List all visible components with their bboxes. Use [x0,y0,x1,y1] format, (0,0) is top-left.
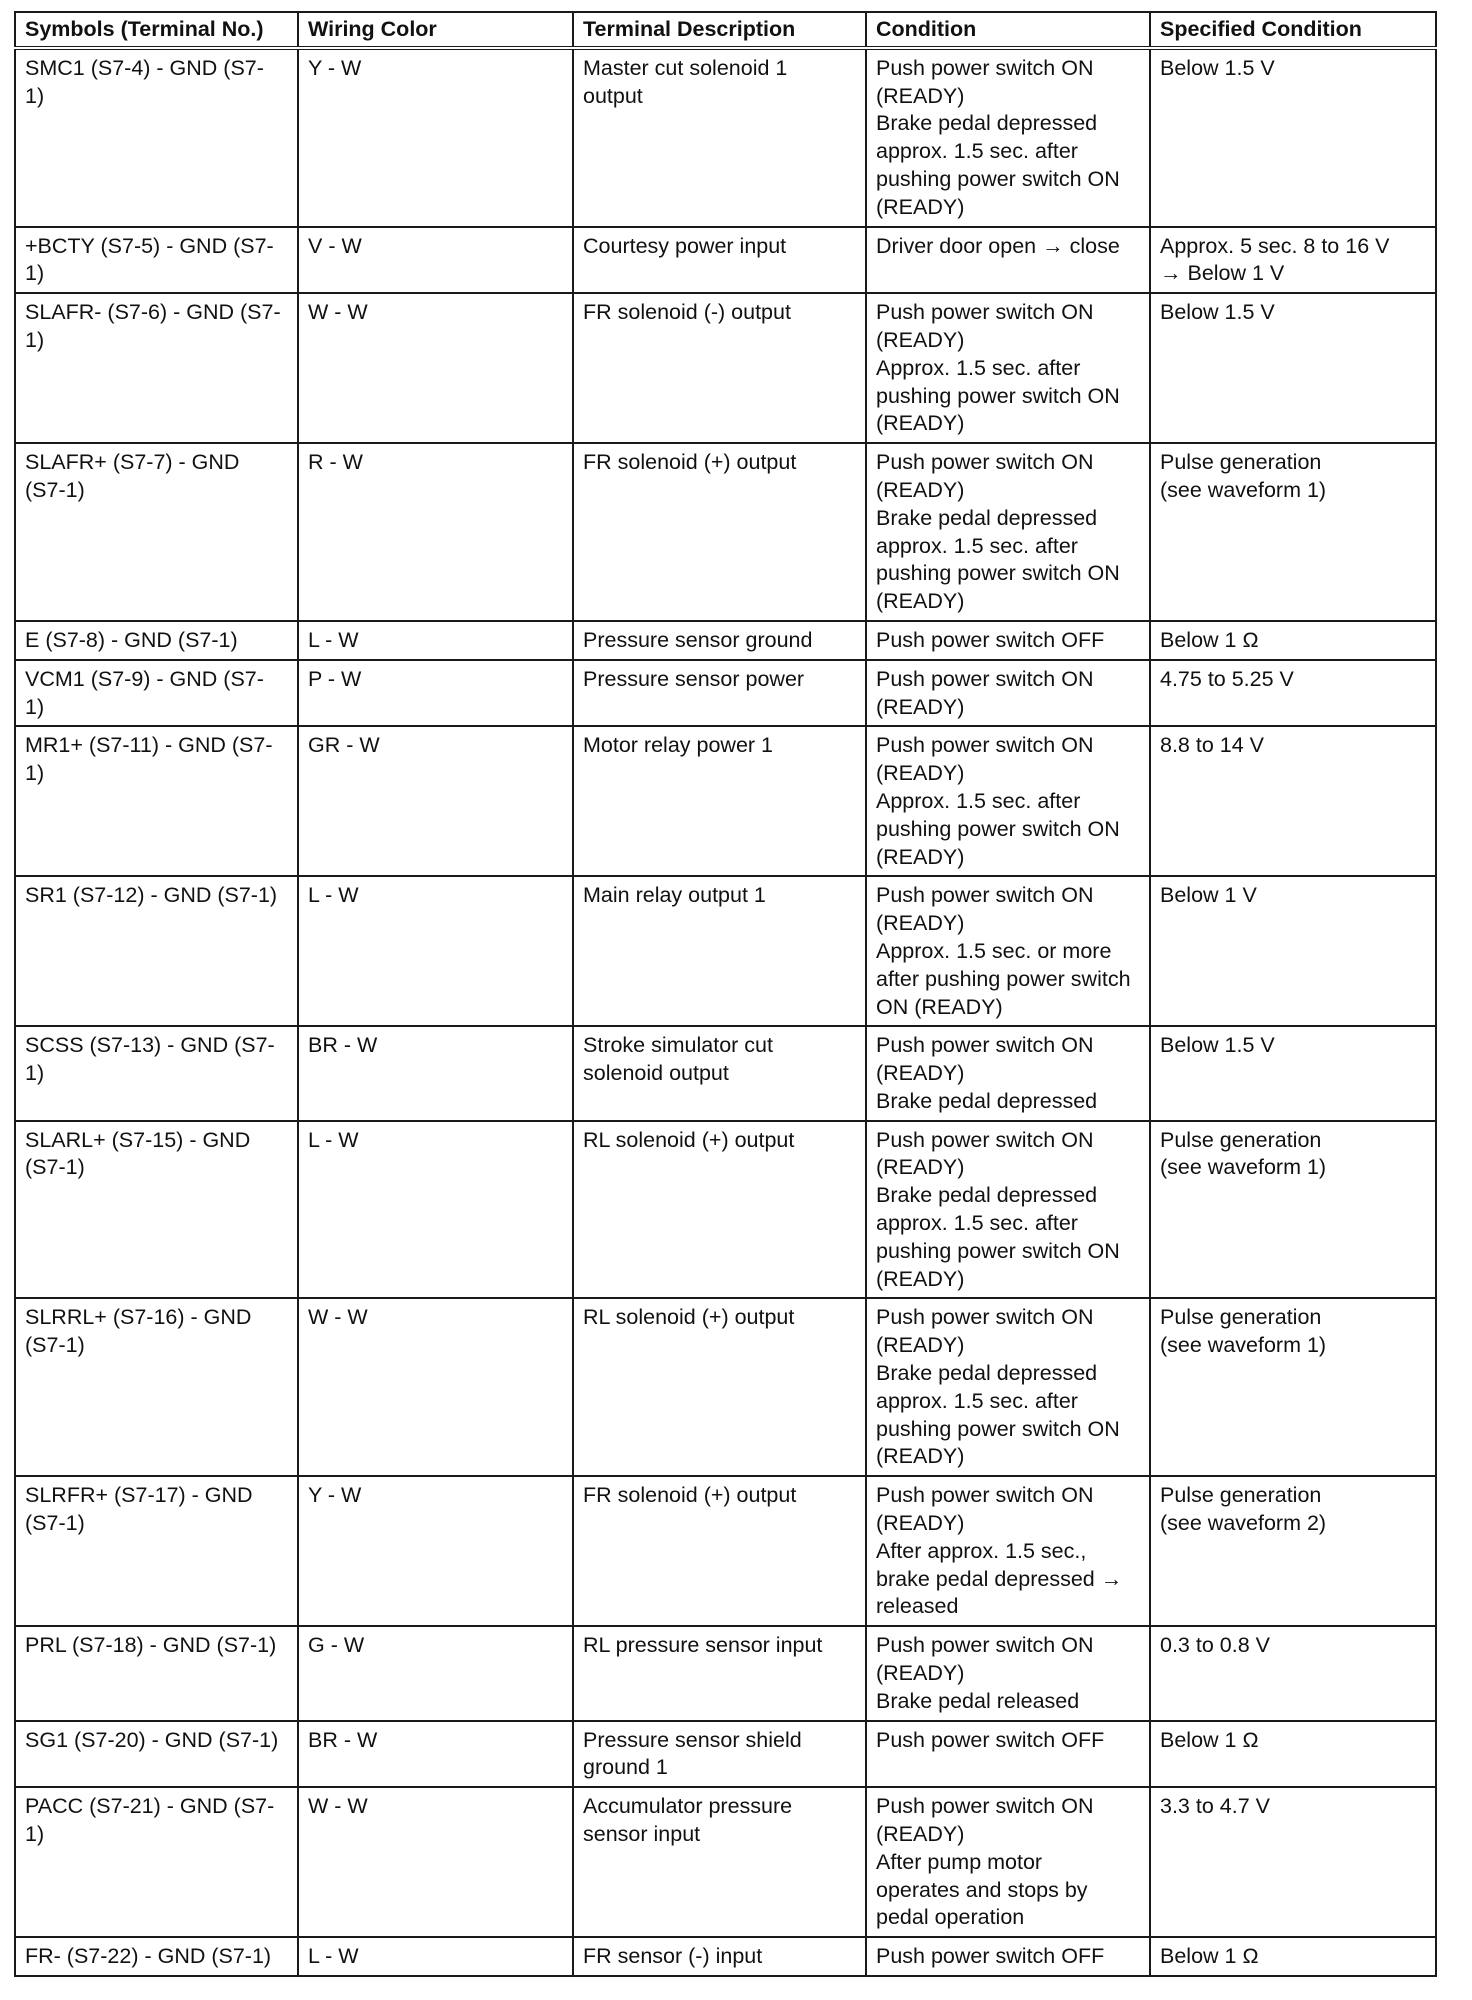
specified-condition-cell: Below 1.5 V [1150,1026,1436,1120]
wiring-color-cell: W - W [298,1298,573,1476]
condition-cell: Push power switch ON (READY) After pump motor operates and stops by pedal operation [866,1787,1150,1937]
symbol-cell: SG1 (S7-20) - GND (S7-1) [15,1721,298,1788]
table-row [15,660,1436,727]
wiring-color-cell: P - W [298,660,573,727]
wiring-color-cell: Y - W [298,48,573,227]
description-cell: RL solenoid (+) output [573,1121,866,1299]
symbol-cell: VCM1 (S7-9) - GND (S7- 1) [15,660,298,727]
table-row [15,876,1436,1026]
header-specified-condition: Specified Condition [1150,12,1436,48]
symbol-cell: SR1 (S7-12) - GND (S7-1) [15,876,298,1026]
condition-cell: Push power switch ON (READY) Approx. 1.5 sec. or more after pushing power switch ON (READY) [866,876,1150,1026]
symbol-cell: MR1+ (S7-11) - GND (S7- 1) [15,726,298,876]
table-body [15,48,1436,1976]
table-row [15,1121,1436,1299]
condition-cell: Push power switch ON (READY) Approx. 1.5 sec. after pushing power switch ON (READY) [866,293,1150,443]
wiring-color-cell: R - W [298,443,573,621]
header-wiring-color: Wiring Color [298,12,573,48]
table-header [15,12,1436,48]
specified-condition-cell: Pulse generation (see waveform 2) [1150,1476,1436,1626]
table-row [15,621,1436,660]
description-cell: RL pressure sensor input [573,1626,866,1720]
condition-cell: Push power switch ON (READY) Brake pedal released [866,1626,1150,1720]
wiring-color-cell: W - W [298,293,573,443]
symbol-cell: +BCTY (S7-5) - GND (S7- 1) [15,227,298,294]
symbol-cell: SMC1 (S7-4) - GND (S7- 1) [15,48,298,227]
specified-condition-cell: Approx. 5 sec. 8 to 16 V → Below 1 V [1150,227,1436,294]
header-row [15,12,1436,48]
symbol-cell: SLAFR- (S7-6) - GND (S7- 1) [15,293,298,443]
table-row [15,293,1436,443]
wiring-color-cell: BR - W [298,1026,573,1120]
header-symbols: Symbols (Terminal No.) [15,12,298,48]
description-cell: Pressure sensor power [573,660,866,727]
symbol-cell: PACC (S7-21) - GND (S7- 1) [15,1787,298,1937]
description-cell: FR solenoid (+) output [573,443,866,621]
specified-condition-cell: Below 1 V [1150,876,1436,1026]
symbol-cell: SLAFR+ (S7-7) - GND (S7-1) [15,443,298,621]
specified-condition-cell: 8.8 to 14 V [1150,726,1436,876]
specified-condition-cell: Below 1 Ω [1150,621,1436,660]
wiring-color-cell: L - W [298,876,573,1026]
condition-cell: Push power switch ON (READY) Brake pedal depressed [866,1026,1150,1120]
specified-condition-cell: Below 1.5 V [1150,48,1436,227]
specified-condition-cell: Below 1 Ω [1150,1721,1436,1788]
specified-condition-cell: 0.3 to 0.8 V [1150,1626,1436,1720]
table-row [15,1476,1436,1626]
condition-cell: Push power switch ON (READY) Brake pedal depressed approx. 1.5 sec. after pushing power switch ON (READY) [866,1121,1150,1299]
table-row [15,1721,1436,1788]
wiring-color-cell: Y - W [298,1476,573,1626]
description-cell: Motor relay power 1 [573,726,866,876]
description-cell: Courtesy power input [573,227,866,294]
table-row [15,726,1436,876]
symbol-cell: SLRRL+ (S7-16) - GND (S7-1) [15,1298,298,1476]
wiring-color-cell: L - W [298,1937,573,1976]
specified-condition-cell: Below 1 Ω [1150,1937,1436,1976]
wiring-color-cell: L - W [298,621,573,660]
table-row [15,1626,1436,1720]
specified-condition-cell: Pulse generation (see waveform 1) [1150,1121,1436,1299]
description-cell: Pressure sensor ground [573,621,866,660]
table-row [15,48,1436,227]
terminal-spec-table [14,11,1437,1977]
condition-cell: Push power switch ON (READY) Brake pedal depressed approx. 1.5 sec. after pushing power switch ON (READY) [866,443,1150,621]
symbol-cell: PRL (S7-18) - GND (S7-1) [15,1626,298,1720]
description-cell: Main relay output 1 [573,876,866,1026]
condition-cell: Push power switch ON (READY) After approx. 1.5 sec., brake pedal depressed → released [866,1476,1150,1626]
description-cell: FR solenoid (-) output [573,293,866,443]
condition-cell: Push power switch ON (READY) [866,660,1150,727]
table-row [15,1787,1436,1937]
description-cell: Master cut solenoid 1 output [573,48,866,227]
table-row [15,1298,1436,1476]
table-row [15,1026,1436,1120]
condition-cell: Push power switch ON (READY) Brake pedal depressed approx. 1.5 sec. after pushing power switch ON (READY) [866,48,1150,227]
description-cell: Accumulator pressure sensor input [573,1787,866,1937]
symbol-cell: E (S7-8) - GND (S7-1) [15,621,298,660]
specified-condition-cell: Pulse generation (see waveform 1) [1150,443,1436,621]
condition-cell: Push power switch OFF [866,1937,1150,1976]
condition-cell: Push power switch OFF [866,1721,1150,1788]
header-condition: Condition [866,12,1150,48]
wiring-color-cell: V - W [298,227,573,294]
wiring-color-cell: GR - W [298,726,573,876]
table-row [15,227,1436,294]
description-cell: RL solenoid (+) output [573,1298,866,1476]
symbol-cell: SLRFR+ (S7-17) - GND (S7-1) [15,1476,298,1626]
specified-condition-cell: Below 1.5 V [1150,293,1436,443]
condition-cell: Push power switch ON (READY) Brake pedal depressed approx. 1.5 sec. after pushing power switch ON (READY) [866,1298,1150,1476]
header-terminal-description: Terminal Description [573,12,866,48]
symbol-cell: FR- (S7-22) - GND (S7-1) [15,1937,298,1976]
symbol-cell: SCSS (S7-13) - GND (S7- 1) [15,1026,298,1120]
specified-condition-cell: 3.3 to 4.7 V [1150,1787,1436,1937]
condition-cell: Push power switch OFF [866,621,1150,660]
description-cell: FR solenoid (+) output [573,1476,866,1626]
description-cell: Pressure sensor shield ground 1 [573,1721,866,1788]
wiring-color-cell: G - W [298,1626,573,1720]
condition-cell: Push power switch ON (READY) Approx. 1.5 sec. after pushing power switch ON (READY) [866,726,1150,876]
specified-condition-cell: 4.75 to 5.25 V [1150,660,1436,727]
description-cell: FR sensor (-) input [573,1937,866,1976]
wiring-color-cell: W - W [298,1787,573,1937]
wiring-color-cell: BR - W [298,1721,573,1788]
condition-cell: Driver door open → close [866,227,1150,294]
table-row [15,443,1436,621]
symbol-cell: SLARL+ (S7-15) - GND (S7-1) [15,1121,298,1299]
specified-condition-cell: Pulse generation (see waveform 1) [1150,1298,1436,1476]
table-row [15,1937,1436,1976]
wiring-color-cell: L - W [298,1121,573,1299]
description-cell: Stroke simulator cut solenoid output [573,1026,866,1120]
